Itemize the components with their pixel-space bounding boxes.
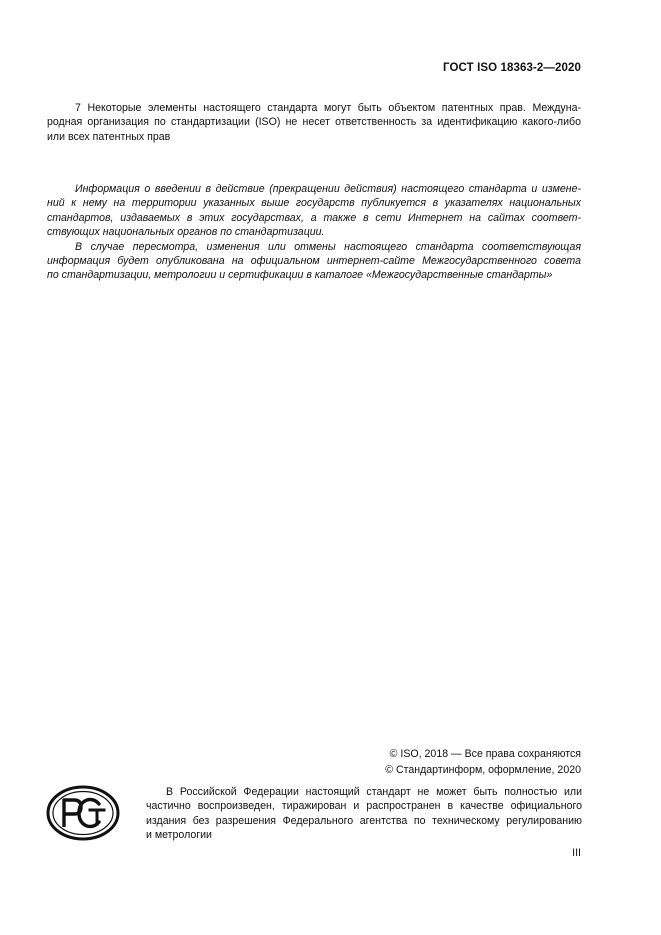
page-number: III <box>572 847 581 859</box>
rf-notice-line: издания без разрешения Федерального агентства по техническому регулированию <box>146 814 582 827</box>
patent-note-line: 7 Некоторые элементы настоящего стандарта могут быть объектом патентных прав. Междуна- <box>75 102 581 114</box>
info-paragraph-line: информация будет опубликована на официальном интернет-сайте Межгосударственного совета <box>47 255 581 268</box>
patent-note-line: или всех патентных прав <box>47 130 171 143</box>
info-paragraph-line: Информация о введении в действие (прекращении действия) настоящего стандарта и измене- <box>75 183 581 195</box>
standard-code-header: ГОСТ ISO 18363-2—2020 <box>443 62 581 74</box>
info-paragraph-line: В случае пересмотра, изменения или отмены настоящего стандарта соответствующая <box>75 240 581 253</box>
copyright-iso: © ISO, 2018 — Все права сохраняются <box>389 748 581 760</box>
copyright-block <box>385 747 581 778</box>
rf-notice-line: В Российской Федерации настоящий стандарт не может быть полностью или <box>166 786 582 798</box>
info-block <box>47 182 581 283</box>
info-paragraph-line: ствующих национальных органов по стандартизации. <box>47 226 325 239</box>
info-paragraph-line: по стандартизации, метрологии и сертификации в каталоге «Межгосударственные стандарты» <box>47 269 553 282</box>
copyright-standartinform: © Стандартинформ, оформление, 2020 <box>385 763 581 776</box>
patent-note-line: родная организация по стандартизации (ISO) не несет ответственность за идентификацию какого-либо <box>47 116 581 129</box>
info-paragraph-line: ний к нему на территории указанных выше государств публикуется в указателях национальных <box>47 197 581 210</box>
patent-note <box>47 101 581 144</box>
rf-notice-line: частично воспроизведен, тиражирован и распространен в качестве официального <box>146 800 582 813</box>
gost-r-logo-icon <box>44 783 122 843</box>
rf-notice-line: и метрологии <box>146 829 212 842</box>
info-paragraph-line: стандартов, издаваемых в этих государствах, а также в сети Интернет на сайтах соответ- <box>47 211 581 224</box>
rf-reproduction-notice <box>146 785 582 843</box>
